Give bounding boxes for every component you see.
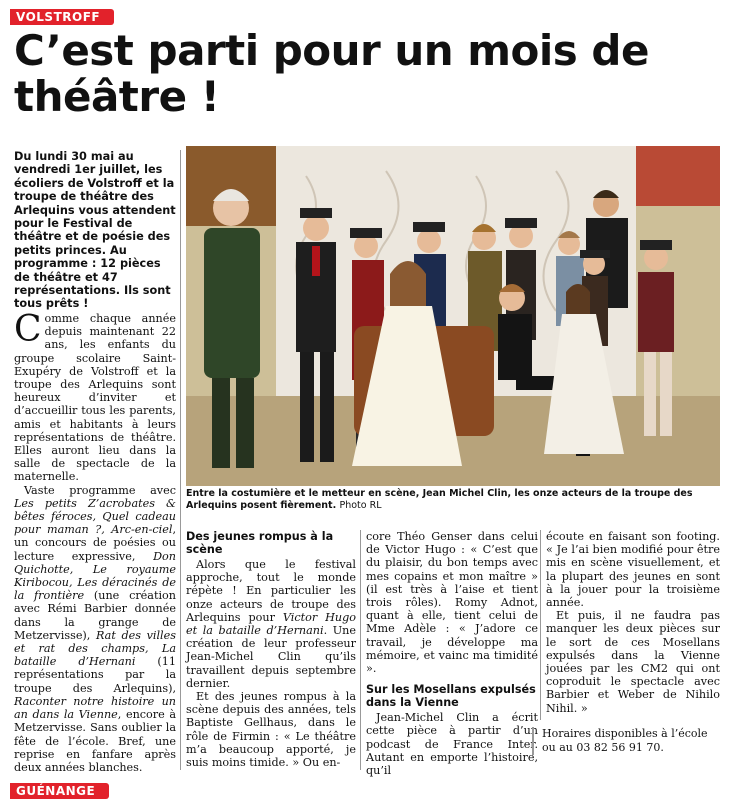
- col1-paragraph-1: omme chaque année depuis maintenant 22 ans, les enfants du groupe scolaire Saint-Exupéry de Volstroff et la troupe des Arlequins sont heureux d’inviter et d’accueillir tous les parents, amis et habitants à leurs représentations de théâtre. Elles auront lieu dans la salle de spectacle de la maternelle.: [14, 312, 176, 484]
- subheading-mosellans: Sur les Mosellans expulsés dans la Vienne: [366, 683, 536, 710]
- col2-paragraph-2: Et des jeunes rompus à la scène depuis des années, tels Baptiste Gellhaus, dans le rôle de Firmin : « Le théâtre m’a beaucoup apporté, je suis moins timide. » Ou en-: [186, 690, 356, 770]
- column-rule: [360, 530, 361, 770]
- col3-paragraph-2: Jean-Michel Clin a écrit cette pièce à partir d’un podcast de France Inter. Autant en emporte l’histoire, qu’il: [366, 711, 538, 778]
- column-1: [14, 309, 176, 774]
- next-section-tag: GUÉNANGE: [10, 783, 109, 799]
- info-line-1: Horaires disponibles à l’école: [542, 727, 708, 740]
- column-2: [186, 530, 356, 769]
- column-3: [366, 530, 538, 777]
- section-tag: VOLSTROFF: [10, 9, 114, 25]
- subheading-jeunes: Des jeunes rompus à la scène: [186, 530, 334, 556]
- photo-caption: [186, 488, 720, 512]
- col2-paragraph-1: Alors que le festival approche, tout le monde répète ! En particulier les onze acteurs de troupe des Arlequins pour Victor Hugo et la bataille d’Hernani. Une création de leur professeur Jean-Michel Clin qu’ils travaillent depuis septembre dernier.: [186, 558, 356, 690]
- headline: C’est parti pour un mois de théâtre !: [14, 26, 649, 121]
- lede: Du lundi 30 mai au vendredi 1er juillet, les écoliers de Volstroff et la troupe de théâtre des Arlequins vous attendent pour le Festival de théâtre et de poésie des petits princes. Au programme : 12 pièces de théâtre et 47 représentations. Ils sont tous prêts !: [14, 150, 176, 311]
- photo-credit: Photo RL: [339, 500, 382, 511]
- drop-cap: C: [14, 309, 42, 350]
- group-photo: [186, 146, 720, 486]
- info-box: [532, 727, 728, 755]
- col4-paragraph-1: écoute en faisant son footing. « Je l’ai bien modifié pour être mis en scène visuellement, et la plupart des jeunes en sont à la jouer pour la troisième année.: [546, 530, 720, 610]
- caption-text: Entre la costumière et le metteur en scène, Jean Michel Clin, les onze acteurs de la troupe des Arlequins posent fièrement.: [186, 488, 693, 511]
- column-4: [546, 530, 720, 715]
- col1-paragraph-2: Vaste programme avec Les petits Z’acrobates & bêtes féroces, Quel cadeau pour maman ?, Arc-en-ciel, un concours de poésies ou lecture expressive, Don Quichotte, Le royaume Kiribocou, Les déracinés de la frontière (une création avec Rémi Barbier donnée dans la grange de Metzervisse), Rat des villes et rat des champs, La bataille d’Hernani (11 représentations par la troupe des Arlequins), Raconter notre histoire un an dans la Vienne, encore à Metzervisse. Sans oublier la fête de l’école. Bref, une reprise en fanfare après deux années blanches.: [14, 483, 176, 774]
- col3-paragraph-1: core Théo Genser dans celui de Victor Hugo : « C’est que du plaisir, du bon temps avec mes copains et mon maître » (il est très à l’aise et tient trois rôles). Romy Adnot, quant à elle, tient celui de Mme Adèle : « J’adore ce travail, je développe ma mémoire, et vainc ma timidité ».: [366, 530, 538, 676]
- column-rule: [180, 150, 181, 770]
- column-rule: [540, 530, 541, 720]
- col4-paragraph-2: Et puis, il ne faudra pas manquer les deux pièces sur le sort de ces Mosellans expulsés dans la Vienne jouées par les CM2 qui ont coproduit le spectacle avec Barbier et Weber de Nihilo Nihil. »: [546, 609, 720, 715]
- info-line-2: ou au 03 82 56 91 70.: [542, 741, 664, 754]
